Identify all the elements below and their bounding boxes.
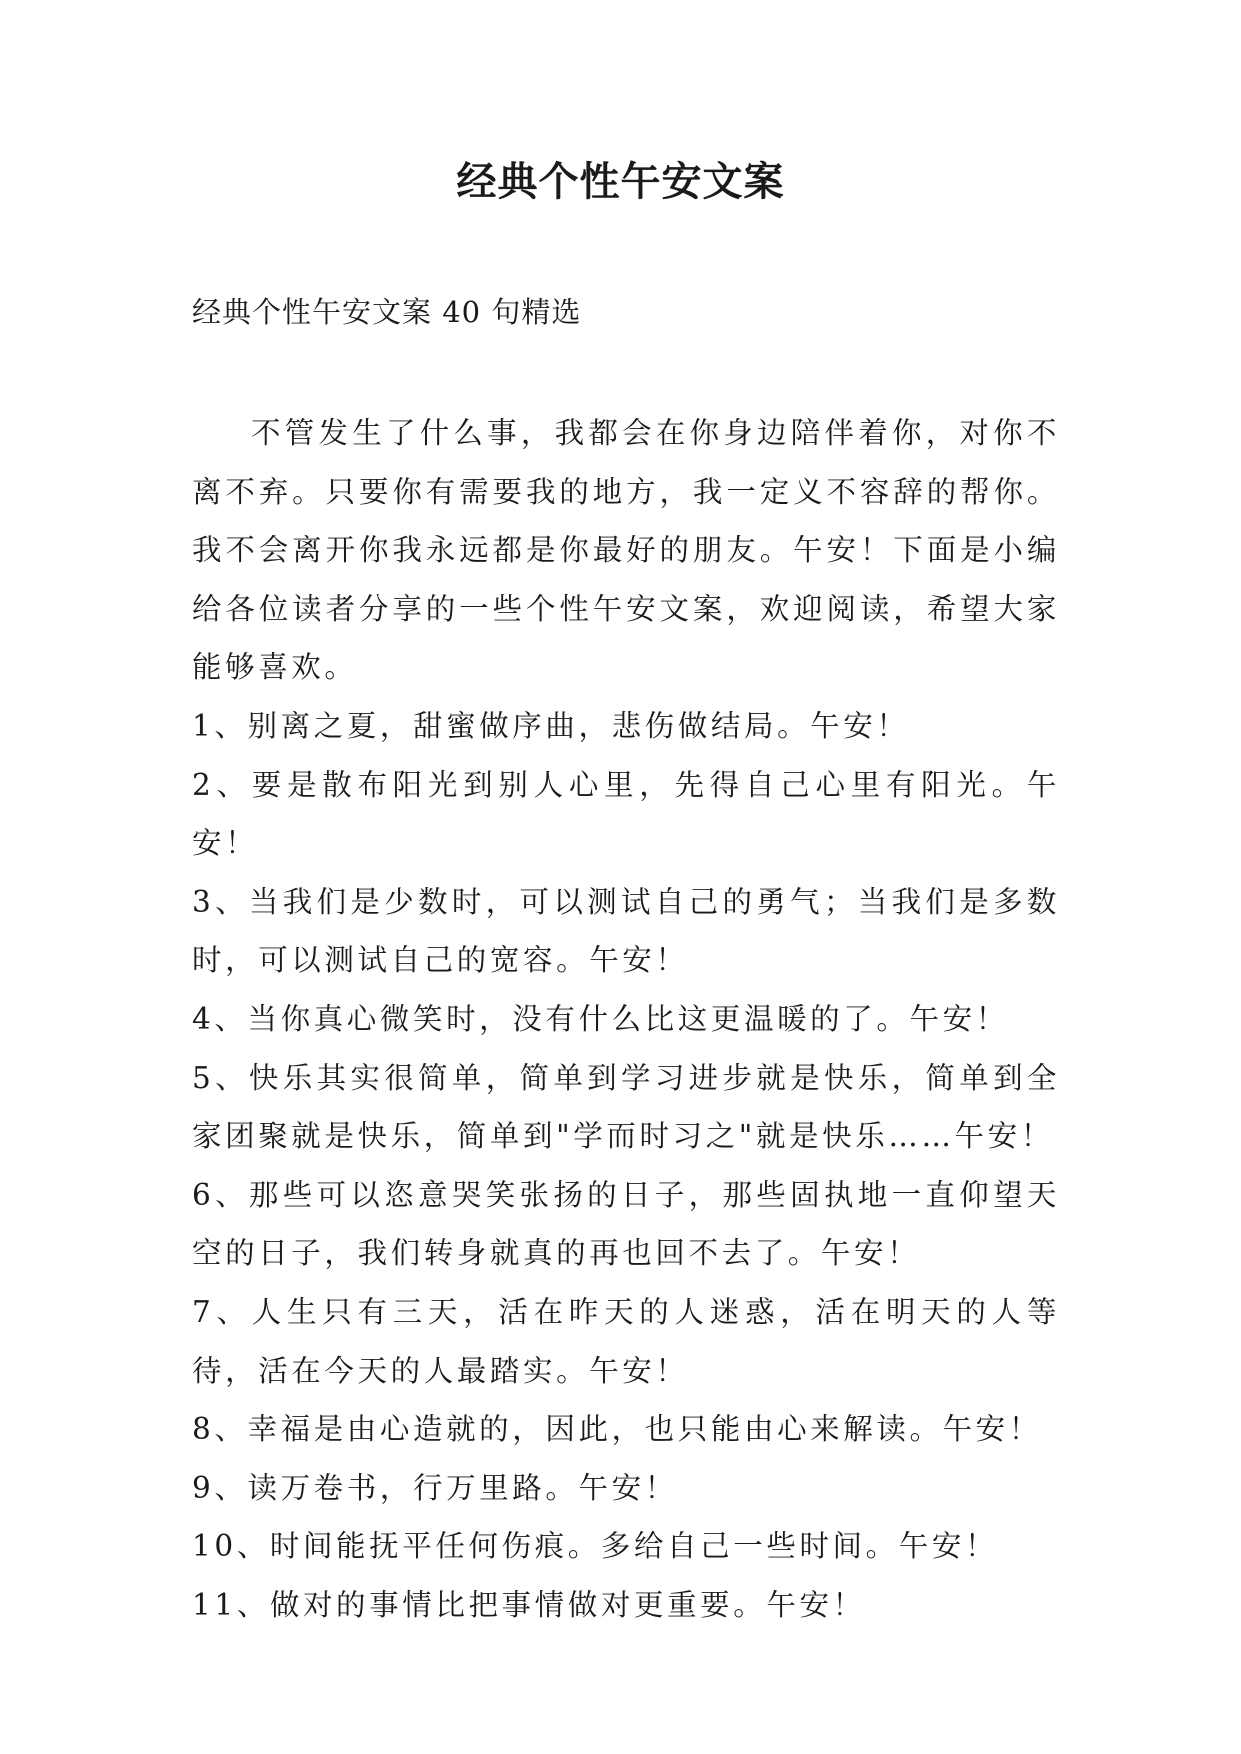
document-subtitle: 经典个性午安文案 40 句精选 [192, 295, 582, 329]
list-item: 3、当我们是少数时，可以测试自己的勇气；当我们是多数时，可以测试自己的宽容。午安！ [192, 884, 1060, 978]
list-item: 1、别离之夏，甜蜜做序曲，悲伤做结局。午安！ [192, 708, 910, 743]
list-item: 10、时间能抚平任何伤痕。多给自己一些时间。午安！ [192, 1529, 999, 1564]
list-item: 6、那些可以恣意哭笑张扬的日子，那些固执地一直仰望天空的日子，我们转身就真的再也回不去了。午安！ [192, 1177, 1060, 1271]
list-item: 11、做对的事情比把事情做对更重要。午安！ [192, 1587, 866, 1622]
intro-paragraph: 不管发生了什么事，我都会在你身边陪伴着你，对你不离不弃。只要你有需要我的地方，我一定义不容辞的帮你。我不会离开你我永远都是你最好的朋友。午安！下面是小编给各位读者分享的一些个性午安文案，欢迎阅读，希望大家能够喜欢。 [192, 416, 1060, 685]
list-item: 5、快乐其实很简单，简单到学习进步就是快乐，简单到全家团聚就是快乐，简单到"学而时习之"就是快乐……午安！ [192, 1060, 1060, 1154]
list-item: 9、读万卷书，行万里路。午安！ [192, 1470, 678, 1505]
document-title: 经典个性午安文案 [456, 158, 785, 205]
list-item: 2、要是散布阳光到别人心里，先得自己心里有阳光。午安！ [192, 767, 1060, 861]
list-item: 8、幸福是由心造就的，因此，也只能由心来解读。午安！ [192, 1412, 1042, 1447]
list-item: 7、人生只有三天，活在昨天的人迷惑，活在明天的人等待，活在今天的人最踏实。午安！ [192, 1294, 1060, 1388]
list-item: 4、当你真心微笑时，没有什么比这更温暖的了。午安！ [192, 1001, 1009, 1036]
document-body [192, 404, 1060, 1634]
